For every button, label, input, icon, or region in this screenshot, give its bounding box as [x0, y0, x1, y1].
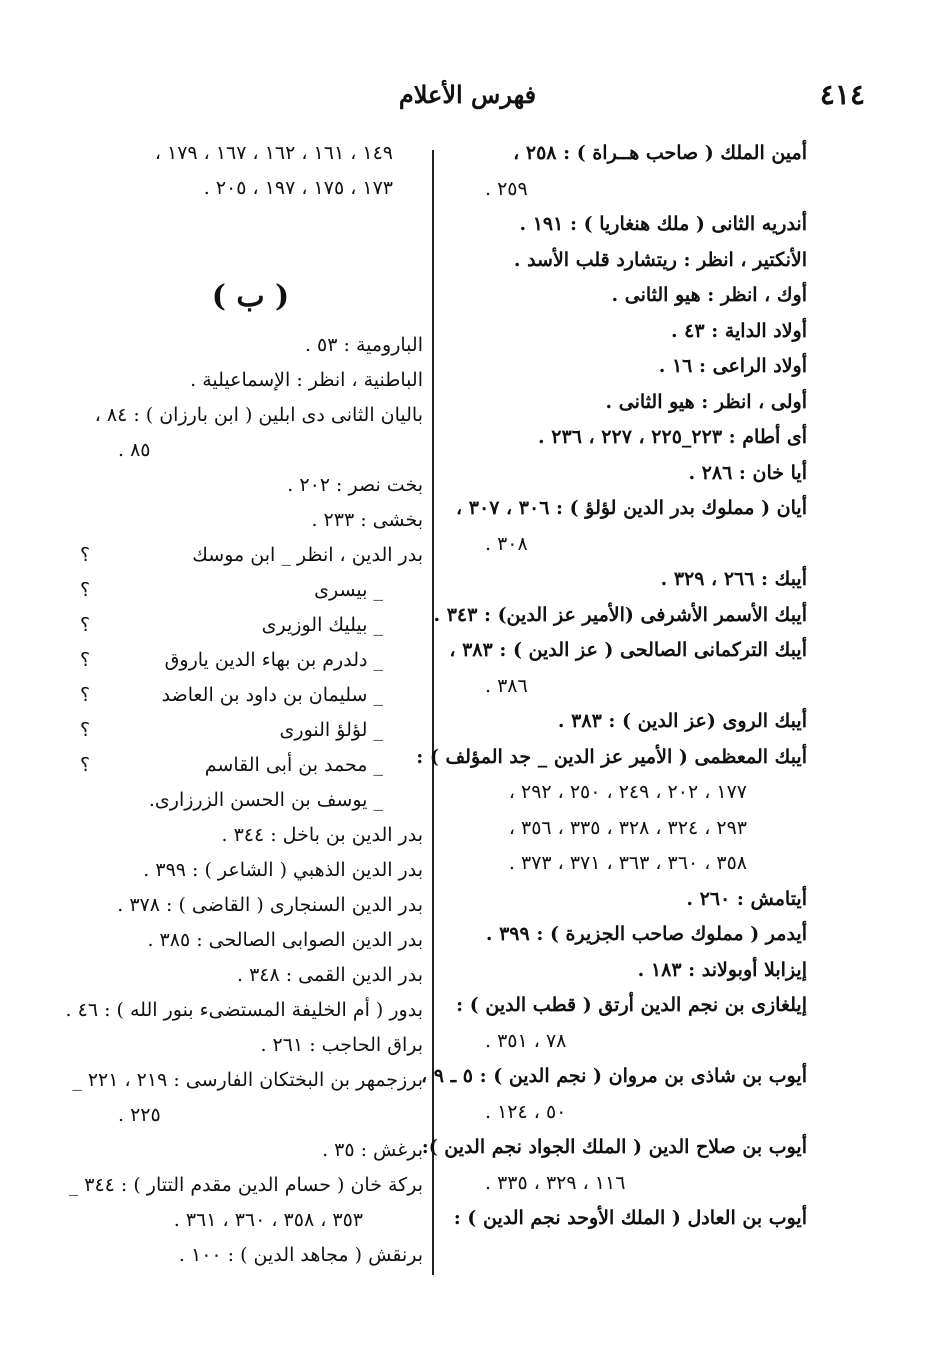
index-entry: أيبك الأسمر الأشرفى (الأمير عز الدين) : ٣٤٣ .	[433, 603, 807, 626]
sub-entry	[78, 573, 423, 608]
index-entry: البارومية : ٥٣ .	[304, 334, 423, 356]
index-entry: برزجمهر بن البختكان الفارسى : ٢١٩ ، ٢٢١ _	[72, 1069, 423, 1091]
index-entry: إيزابلا أوبولاند : ١٨٣ .	[637, 958, 807, 981]
column-divider	[432, 150, 434, 1275]
index-entry: الأنكتير ، انظر : ريتشارد قلب الأسد .	[513, 248, 807, 271]
index-entry: بدور ( أم الخليفة المستضىء بنور الله ) : ٤٦ .	[65, 999, 423, 1021]
question-mark: ؟	[80, 649, 91, 671]
sub-entry	[78, 608, 423, 643]
index-entry: أيبك الروى (عز الدين ) : ٣٨٣ .	[557, 710, 807, 732]
index-entry: بدر الدين القمى : ٣٤٨ .	[236, 964, 423, 986]
index-entry: أى أطام : ٢٢٣_٢٢٥ ، ٢٢٧ ، ٢٣٦ .	[538, 426, 807, 448]
index-entry: برنقش ( مجاهد الدين ) : ١٠٠ .	[178, 1244, 423, 1266]
right-column	[416, 136, 807, 1237]
index-entry-continuation: ٣٥٨ ، ٣٦٠ ، ٣٦٣ ، ٣٧١ ، ٣٧٣ .	[508, 852, 747, 874]
index-entry: بدر الدين السنجارى ( القاضى ) : ٣٧٨ .	[117, 894, 423, 916]
sub-entry-text: _ محمد بن أبى القاسم	[204, 754, 383, 776]
index-entry-continuation: ٢٩٣ ، ٣٢٤ ، ٣٢٨ ، ٣٣٥ ، ٣٥٦ ،	[508, 816, 747, 839]
sub-entry	[78, 678, 423, 713]
index-entry: أولى ، انظر : هيو الثانى .	[605, 390, 807, 413]
index-entry: بدر الدين الصوابى الصالحى : ٣٨٥ .	[147, 929, 423, 951]
index-entry-continuation: ١٧٣ ، ١٧٥ ، ١٩٧ ، ٢٠٥ .	[203, 177, 393, 199]
index-entry: الباطنية ، انظر : الإسماعيلية .	[190, 369, 423, 391]
index-entry: أولاد الراعى : ١٦ .	[658, 355, 807, 377]
sub-entry	[78, 643, 423, 678]
question-mark	[78, 783, 80, 818]
index-entry-continuation: ٢٢٥ .	[118, 1104, 161, 1126]
index-entry: أندريه الثانى ( ملك هنغاريا ) : ١٩١ .	[519, 213, 807, 235]
section-heading: ( ب )	[211, 279, 290, 314]
sub-entry	[78, 538, 423, 573]
question-mark: ؟	[80, 579, 91, 601]
left-column	[65, 136, 423, 1273]
index-entry: أيدمر ( مملوك صاحب الجزيرة ) : ٣٩٩ .	[485, 923, 807, 945]
index-entry: بخشى : ٢٣٣ .	[311, 509, 423, 531]
sub-entry	[78, 713, 423, 748]
page-title: فهرس الأعلام	[398, 80, 537, 109]
index-entry-continuation: ٨٥ .	[118, 439, 151, 461]
sub-entry-text: _ بيسرى	[314, 579, 383, 601]
index-entry-continuation: ٧٨ ، ٣٥١ .	[485, 1029, 567, 1052]
index-entry: أيتامش : ٢٦٠ .	[686, 887, 807, 910]
index-entry-continuation: ١٤٩ ، ١٦١ ، ١٦٢ ، ١٦٧ ، ١٧٩ ،	[154, 142, 393, 164]
index-entry: أيوب بن صلاح الدين ( الملك الجواد نجم الدين ):	[421, 1136, 807, 1158]
sub-entry-text: بدر الدين ، انظر _ ابن موسك	[192, 544, 423, 566]
index-entry-continuation: ٣٠٨ .	[485, 532, 528, 555]
index-entry: أيبك المعظمى ( الأمير عز الدين _ جد المؤلف ) :	[416, 745, 807, 768]
index-entry-continuation: ٣٨٦ .	[485, 674, 528, 697]
index-entry-continuation: ٢٥٩ .	[485, 177, 528, 200]
index-entry: أيا خان : ٢٨٦ .	[688, 461, 807, 484]
sub-entry	[78, 748, 423, 783]
sub-entry-text: _ لؤلؤ النورى	[279, 719, 383, 741]
question-mark: ؟	[80, 684, 91, 706]
sub-entry-text: _ سليمان بن داود بن العاضد	[161, 684, 383, 706]
index-entry-continuation: ٥٠ ، ١٢٤ .	[485, 1100, 567, 1123]
index-entry: أيان ( مملوك بدر الدين لؤلؤ ) : ٣٠٦ ، ٣٠٧ ،	[456, 497, 807, 519]
index-entry: باليان الثانى دى ابلين ( ابن بارزان ) : ٨٤ ،	[94, 404, 423, 426]
sub-entry	[78, 783, 423, 818]
index-entry: أيبك التركمانى الصالحى ( عز الدين ) : ٣٨٣ ،	[449, 639, 807, 661]
question-mark: ؟	[80, 614, 91, 636]
index-entry: بركة خان ( حسام الدين مقدم التتار ) : ٣٤٤ _	[68, 1174, 423, 1196]
index-entry: بدر الدين بن باخل : ٣٤٤ .	[221, 824, 423, 846]
page-number: ٤١٤	[819, 78, 865, 111]
index-entry: براق الحاجب : ٢٦١ .	[260, 1034, 423, 1056]
index-entry-continuation: ٣٥٣ ، ٣٥٨ ، ٣٦٠ ، ٣٦١ .	[173, 1209, 363, 1231]
page-header	[60, 78, 875, 118]
index-entry: أولاد الداية : ٤٣ .	[670, 319, 807, 342]
index-entry: بخت نصر : ٢٠٢ .	[287, 474, 423, 496]
sub-entry-text: _ يوسف بن الحسن الزرزارى.	[148, 789, 383, 811]
index-entry: إيلغازى بن نجم الدين أرتق ( قطب الدين ) :	[456, 994, 807, 1016]
index-entry: أيوب بن العادل ( الملك الأوحد نجم الدين ) :	[453, 1207, 807, 1229]
sub-entry-text: _ دلدرم بن بهاء الدين ياروق	[164, 649, 383, 671]
index-entry: أمين الملك ( صاحب هــراة ) : ٢٥٨ ،	[513, 142, 807, 164]
index-entry: برغش : ٣٥ .	[322, 1139, 423, 1161]
index-entry: بدر الدين الذهبي ( الشاعر ) : ٣٩٩ .	[143, 859, 423, 881]
index-entry-continuation: ١١٦ ، ٣٢٩ ، ٣٣٥ .	[485, 1171, 626, 1194]
index-entry: أيبك : ٢٦٦ ، ٣٢٩ .	[660, 568, 807, 590]
sub-entry-text: _ بيليك الوزيرى	[261, 614, 383, 636]
index-entry: أيوب بن شاذى بن مروان ( نجم الدين ) : ٥ ـ ٩ ،	[421, 1065, 807, 1087]
index-entry-continuation: ١٧٧ ، ٢٠٢ ، ٢٤٩ ، ٢٥٠ ، ٢٩٢ ،	[508, 781, 747, 803]
question-mark: ؟	[80, 544, 91, 566]
question-mark: ؟	[80, 754, 91, 776]
index-entry: أوك ، انظر : هيو الثانى .	[611, 284, 807, 306]
question-mark: ؟	[80, 719, 91, 741]
